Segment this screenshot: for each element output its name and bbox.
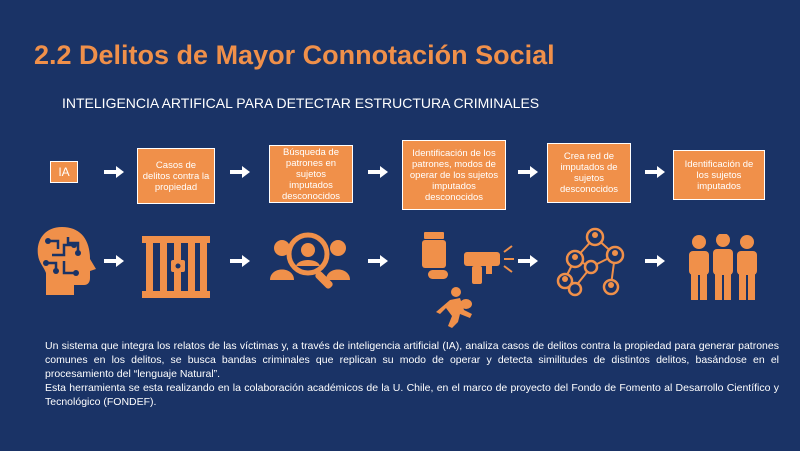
people-group-icon <box>685 234 761 300</box>
arrow-right-icon <box>104 255 124 267</box>
network-icon <box>555 225 629 297</box>
flow-step-ia: IA <box>50 161 78 183</box>
description-paragraph-1: Un sistema que integra los relatos de las víctimas y, a través de inteligencia artificial (IA), analiza casos de delitos contra la propiedad para generar patrones comunes en los delitos, se busca bandas criminales que replican su modo de operar y detecta similitudes de distintos delitos, basándose en el procesamiento del “lenguaje Natural”. <box>45 340 779 380</box>
flow-step-busqueda: Búsqueda de patrones en sujetos imputados desconocidos <box>269 145 353 203</box>
flow-step-red-imputados: Crea red de imputados de sujetos desconocidos <box>547 143 631 203</box>
description-paragraph-2: Esta herramienta se esta realizando en la colaboración académicos de la U. Chile, en el marco de proyecto del Fondo de Fomento al Desarrollo Científico y Tecnológico (FONDEF). <box>45 382 779 408</box>
arrow-right-icon <box>368 255 388 267</box>
arrow-right-icon <box>230 166 250 178</box>
flow-step-identificacion-sujetos: Identificación de los sujetos imputados <box>673 150 765 200</box>
ai-head-icon <box>34 225 98 297</box>
flow-step-casos: Casos de delitos contra la propiedad <box>137 148 215 204</box>
jail-bars-icon <box>142 236 210 298</box>
flow-step-identificacion-patrones: Identificación de los patrones, modos de operar de los sujetos imputados desconocidos <box>402 140 506 210</box>
description-text <box>45 339 779 409</box>
arrow-right-icon <box>645 166 665 178</box>
arrow-right-icon <box>518 166 538 178</box>
arrow-right-icon <box>645 255 665 267</box>
arrow-right-icon <box>368 166 388 178</box>
slide-subtitle: INTELIGENCIA ARTIFICAL PARA DETECTAR ESTRUCTURA CRIMINALES <box>62 95 540 111</box>
slide-title: 2.2 Delitos de Mayor Connotación Social <box>34 40 555 70</box>
search-people-icon <box>270 230 350 290</box>
arrow-right-icon <box>104 166 124 178</box>
arrow-right-icon <box>230 255 250 267</box>
evidence-icon <box>420 232 524 330</box>
